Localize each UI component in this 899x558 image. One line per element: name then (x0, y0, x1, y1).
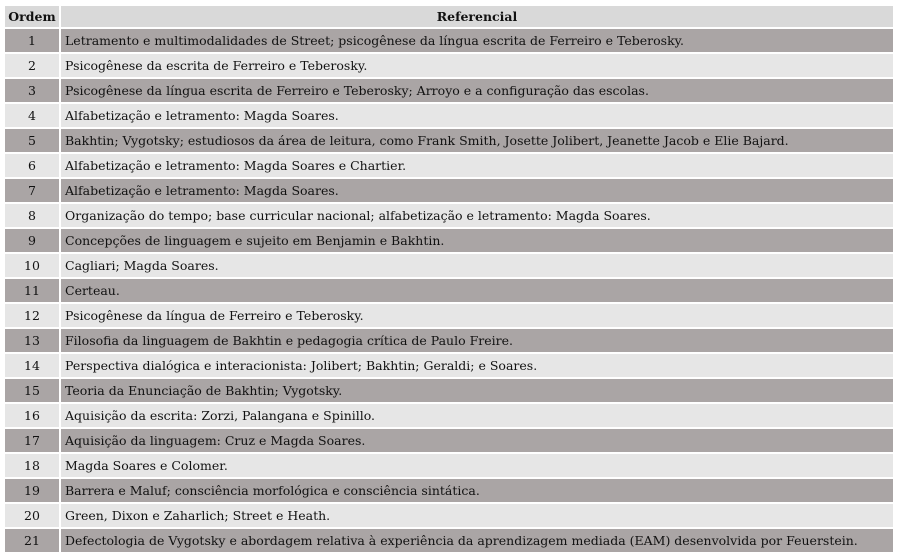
ordem-cell: 10 (5, 254, 59, 277)
ordem-cell: 11 (5, 279, 59, 302)
referencial-cell: Aquisição da linguagem: Cruz e Magda Soares. (61, 429, 893, 452)
referencial-cell: Alfabetização e letramento: Magda Soares. (61, 179, 893, 202)
table-row (5, 154, 893, 177)
table-row (5, 29, 893, 52)
table-row (5, 329, 893, 352)
referencial-cell: Barrera e Maluf; consciência morfológica e consciência sintática. (61, 479, 893, 502)
referencial-cell: Bakhtin; Vygotsky; estudiosos da área de leitura, como Frank Smith, Josette Jolibert, Jeanette Jacob e Elie Bajard. (61, 129, 893, 152)
referencial-cell: Magda Soares e Colomer. (61, 454, 893, 477)
table-header-row (5, 6, 893, 27)
table-row (5, 254, 893, 277)
ordem-cell: 5 (5, 129, 59, 152)
ordem-cell: 19 (5, 479, 59, 502)
table-row (5, 129, 893, 152)
referencial-cell: Psicogênese da língua escrita de Ferreiro e Teberosky; Arroyo e a configuração das escolas. (61, 79, 893, 102)
column-header-ordem: Ordem (5, 6, 59, 27)
ordem-cell: 13 (5, 329, 59, 352)
ordem-cell: 14 (5, 354, 59, 377)
ordem-cell: 21 (5, 529, 59, 552)
table-row (5, 404, 893, 427)
referencial-cell: Psicogênese da língua de Ferreiro e Teberosky. (61, 304, 893, 327)
ordem-cell: 16 (5, 404, 59, 427)
table-row (5, 379, 893, 402)
ordem-cell: 7 (5, 179, 59, 202)
column-header-referencial: Referencial (61, 6, 893, 27)
ordem-cell: 4 (5, 104, 59, 127)
table-row (5, 454, 893, 477)
ordem-cell: 8 (5, 204, 59, 227)
table-row (5, 204, 893, 227)
ordem-cell: 1 (5, 29, 59, 52)
table-row (5, 354, 893, 377)
ordem-cell: 20 (5, 504, 59, 527)
ordem-cell: 18 (5, 454, 59, 477)
table-row (5, 304, 893, 327)
referencial-cell: Perspectiva dialógica e interacionista: Jolibert; Bakhtin; Geraldi; e Soares. (61, 354, 893, 377)
referencial-cell: Defectologia de Vygotsky e abordagem relativa à experiência da aprendizagem mediada (EAM) desenvolvida por Feuerstein. (61, 529, 893, 552)
referencial-cell: Letramento e multimodalidades de Street; psicogênese da língua escrita de Ferreiro e Teberosky. (61, 29, 893, 52)
ordem-cell: 9 (5, 229, 59, 252)
ordem-cell: 15 (5, 379, 59, 402)
referencial-cell: Alfabetização e letramento: Magda Soares. (61, 104, 893, 127)
table-body (5, 29, 893, 552)
ordem-cell: 3 (5, 79, 59, 102)
table-row (5, 179, 893, 202)
referencial-cell: Green, Dixon e Zaharlich; Street e Heath. (61, 504, 893, 527)
referencial-cell: Cagliari; Magda Soares. (61, 254, 893, 277)
table-row (5, 54, 893, 77)
table-row (5, 229, 893, 252)
table-row (5, 279, 893, 302)
table-row (5, 429, 893, 452)
ordem-cell: 17 (5, 429, 59, 452)
referencial-table-container (3, 4, 895, 554)
table-row (5, 504, 893, 527)
referencial-cell: Psicogênese da escrita de Ferreiro e Teberosky. (61, 54, 893, 77)
referencial-cell: Aquisição da escrita: Zorzi, Palangana e Spinillo. (61, 404, 893, 427)
table-row (5, 79, 893, 102)
ordem-cell: 6 (5, 154, 59, 177)
referencial-cell: Teoria da Enunciação de Bakhtin; Vygotsky. (61, 379, 893, 402)
ordem-cell: 2 (5, 54, 59, 77)
referencial-cell: Organização do tempo; base curricular nacional; alfabetização e letramento: Magda Soares. (61, 204, 893, 227)
ordem-cell: 12 (5, 304, 59, 327)
referencial-cell: Concepções de linguagem e sujeito em Benjamin e Bakhtin. (61, 229, 893, 252)
table-row (5, 529, 893, 552)
referencial-table (3, 4, 895, 554)
referencial-cell: Alfabetização e letramento: Magda Soares e Chartier. (61, 154, 893, 177)
table-row (5, 479, 893, 502)
referencial-cell: Certeau. (61, 279, 893, 302)
referencial-cell: Filosofia da linguagem de Bakhtin e pedagogia crítica de Paulo Freire. (61, 329, 893, 352)
table-row (5, 104, 893, 127)
